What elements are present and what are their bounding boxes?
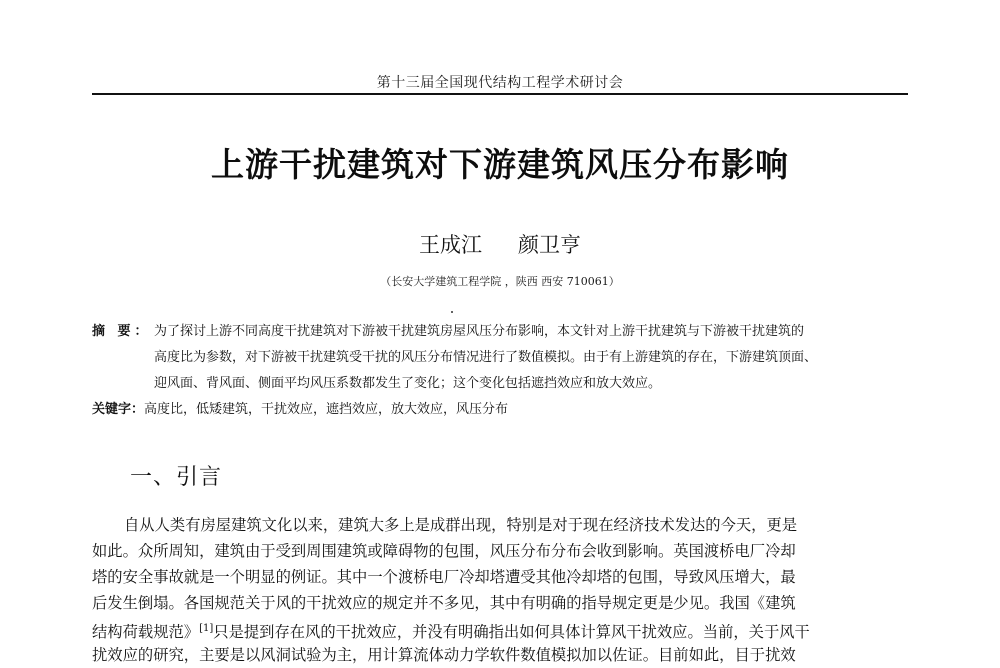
- body-line: [92, 616, 810, 645]
- body-line: 扰效应的研究，主要是以风洞试验为主，用计算流体动力学软件数值模拟加以佐证。目前如此，目于扰效: [92, 646, 796, 664]
- scan-dot: [451, 311, 453, 313]
- abstract-line: 为了探讨上游不同高度干扰建筑对下游被干扰建筑房屋风压分布影响，本文针对上游干扰建筑与下游被干扰建筑的: [154, 324, 805, 339]
- body-line: 后发生倒塌。各国规范关于风的干扰效应的规定并不多见，其中有明确的指导规定更是少见。我国《建筑: [92, 594, 796, 612]
- affiliation: （长安大学建筑工程学院 ，陕西 西安 710061）: [380, 275, 620, 288]
- keywords: [92, 398, 508, 417]
- body-line-part: 结构荷载规范》: [92, 623, 200, 642]
- section-heading: 一、引言: [130, 465, 223, 490]
- running-header: 第十三届全国现代结构工程学术研讨会: [376, 75, 624, 91]
- header-rule: [92, 93, 908, 95]
- body-line: 自从人类有房屋建筑文化以来，建筑大多上是成群出现，特别是对于现在经济技术发达的今天，更是: [124, 516, 798, 534]
- paper-title: 上游干扰建筑对下游建筑风压分布影响: [211, 145, 789, 184]
- citation-marker: [1]: [199, 623, 214, 634]
- abstract-line: 迎风面、背风面、侧面平均风压系数都发生了变化；这个变化包括遮挡效应和放大效应。: [154, 376, 662, 391]
- abstract-label: 摘 要：: [92, 324, 152, 339]
- abstract-line: 高度比为参数，对下游被干扰建筑受干扰的风压分布情况进行了数值模拟。由于有上游建筑的存在，下游建筑顶面、: [154, 350, 818, 365]
- body-line-part: 只是提到存在风的干扰效应，并没有明确指出如何具体计算风干扰效应。当前，关于风干: [213, 623, 810, 642]
- body-line: 如此。众所周知，建筑由于受到周围建筑或障碍物的包围，风压分布分布会收到影响。英国渡桥电厂冷却: [92, 542, 796, 560]
- keywords-text: 高度比，低矮建筑，干扰效应，遮挡效应，放大效应，风压分布: [144, 402, 509, 417]
- author-name: 王成江: [419, 233, 482, 257]
- author-name: 颜卫亨: [518, 233, 581, 257]
- keywords-label: 关键字：: [92, 402, 145, 417]
- author-list: [0, 229, 1000, 259]
- body-line: 塔的安全事故就是一个明显的例证。其中一个渡桥电厂冷却塔遭受其他冷却塔的包围，导致风压增大，最: [92, 568, 796, 586]
